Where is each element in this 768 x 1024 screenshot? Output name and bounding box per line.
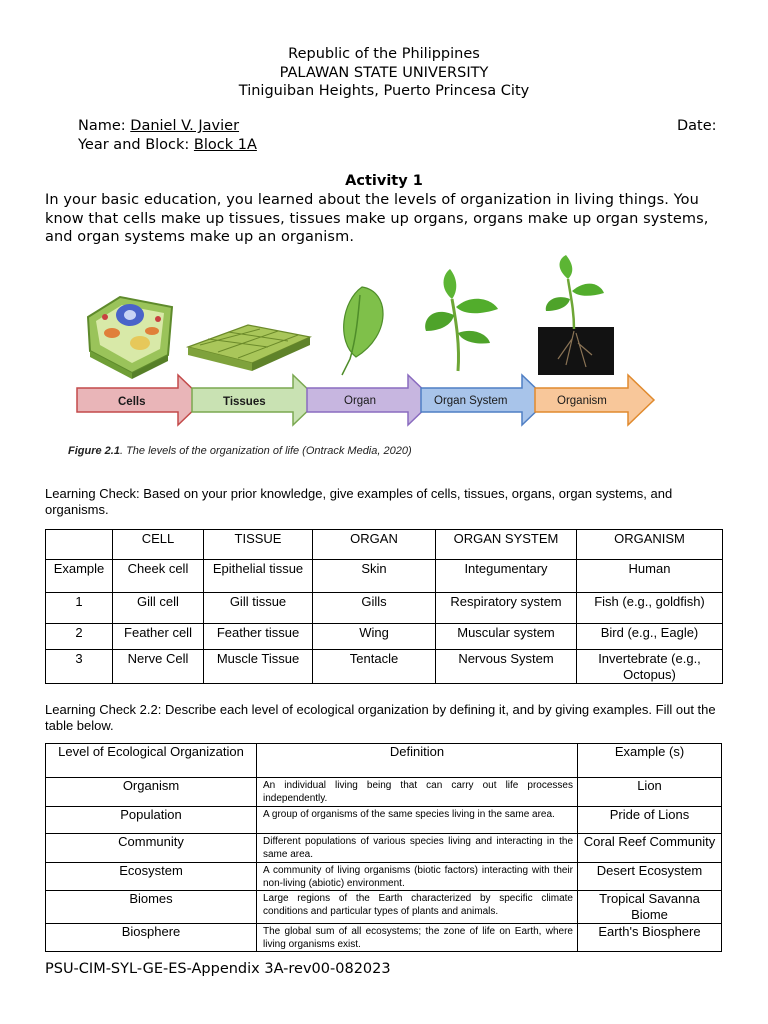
table-cell: 3 [46, 650, 113, 684]
arrow-cells-label: Cells [118, 396, 146, 408]
definition-cell: Large regions of the Earth characterized by specific climate conditions and particular types of plants and animals. [257, 891, 578, 924]
arrow-organism [535, 375, 654, 425]
header-cell [46, 530, 113, 560]
table-cell: Lion [578, 778, 722, 807]
year-label: Year and Block: [78, 137, 190, 153]
table-header-row [46, 744, 722, 778]
document-code-footer: PSU-CIM-SYL-GE-ES-Appendix 3A-rev00-082023 [45, 961, 391, 977]
header-cell: ORGAN SYSTEM [436, 530, 577, 560]
table-cell: Muscular system [436, 624, 577, 650]
levels-table [45, 529, 723, 684]
table-cell: Nervous System [436, 650, 577, 684]
cell-illustration [88, 297, 172, 379]
table-cell: Epithelial tissue [204, 560, 313, 593]
arrow-tissues-label: Tissues [223, 396, 266, 408]
table-row [46, 624, 723, 650]
levels-figure [60, 255, 670, 465]
name-label: Name: [78, 118, 126, 134]
header-cell: Level of Ecological Organization [46, 744, 257, 778]
activity-title: Activity 1 [345, 173, 423, 189]
table-cell: Organism [46, 778, 257, 807]
university-heading: PALAWAN STATE UNIVERSITY [279, 65, 489, 81]
table-cell: Nerve Cell [113, 650, 204, 684]
figure-caption-text: . The levels of the organization of life (Ontrack Media, 2020) [119, 445, 412, 457]
table-cell: Gill cell [113, 593, 204, 624]
table-row [46, 593, 723, 624]
table-cell: Coral Reef Community [578, 834, 722, 863]
arrow-organ-system-label: Organ System [434, 395, 508, 407]
leaf-illustration [342, 287, 383, 375]
table-cell: Tentacle [313, 650, 436, 684]
table-cell: Human [577, 560, 723, 593]
learning-check-prompt: Learning Check: Based on your prior knowledge, give examples of cells, tissues, organs, organ systems, and organisms. [45, 486, 673, 517]
arrow-cells [77, 375, 204, 425]
table-cell: Cheek cell [113, 560, 204, 593]
ecology-table [45, 743, 722, 952]
arrow-organ [307, 375, 434, 425]
table-cell: Wing [313, 624, 436, 650]
activity-intro: In your basic education, you learned about the levels of organization in living things. You know that cells make up tissues, tissues make up organs, organs make up organ systems, and organ systems make up an organism. [45, 192, 709, 245]
table-row [46, 807, 722, 834]
name-value: Daniel V. Javier [130, 118, 240, 134]
arrow-organism-label: Organism [557, 395, 607, 407]
tissue-illustration [188, 325, 310, 371]
table-row [46, 560, 723, 593]
table-cell: Fish (e.g., goldfish) [577, 593, 723, 624]
header-cell: CELL [113, 530, 204, 560]
name-row [78, 118, 239, 134]
learning-check-2-prompt: Learning Check 2.2: Describe each level of ecological organization by defining it, and by giving examples. Fill out the table below. [45, 702, 716, 733]
figure-caption [68, 445, 412, 457]
seedling-illustration [425, 269, 498, 371]
table-cell: Bird (e.g., Eagle) [577, 624, 723, 650]
date-label: Date: [677, 118, 717, 134]
year-value: Block 1A [193, 137, 257, 153]
table-cell: 2 [46, 624, 113, 650]
table-row [46, 891, 722, 924]
address-heading: Tiniguiban Heights, Puerto Princesa City [238, 83, 530, 99]
definition-cell: The global sum of all ecosystems; the zone of life on Earth, where living organisms exist. [257, 924, 578, 952]
table-cell: Muscle Tissue [204, 650, 313, 684]
table-cell: 1 [46, 593, 113, 624]
table-cell: Community [46, 834, 257, 863]
table-cell: Ecosystem [46, 863, 257, 891]
definition-cell: A community of living organisms (biotic factors) interacting with their non-living (abiotic) environment. [257, 863, 578, 891]
table-header-row [46, 530, 723, 560]
header-cell: Definition [257, 744, 578, 778]
table-cell: Skin [313, 560, 436, 593]
year-row [78, 137, 257, 153]
header-cell: Example (s) [578, 744, 722, 778]
arrow-organ-label: Organ [344, 395, 376, 407]
arrow-tissues [192, 375, 319, 425]
table-row [46, 834, 722, 863]
definition-cell: A group of organisms of the same species living in the same area. [257, 807, 578, 834]
header-cell: TISSUE [204, 530, 313, 560]
plant-illustration [538, 255, 614, 375]
table-row [46, 778, 722, 807]
table-cell: Pride of Lions [578, 807, 722, 834]
table-cell: Earth's Biosphere [578, 924, 722, 952]
table-cell: Integumentary [436, 560, 577, 593]
table-cell: Gills [313, 593, 436, 624]
republic-heading: Republic of the Philippines [288, 46, 480, 62]
definition-cell: An individual living being that can carry out life processes independently. [257, 778, 578, 807]
table-cell: Tropical Savanna Biome [578, 891, 722, 924]
table-cell: Gill tissue [204, 593, 313, 624]
header-cell: ORGAN [313, 530, 436, 560]
table-cell: Feather cell [113, 624, 204, 650]
arrow-organ-system [421, 375, 548, 425]
table-row [46, 863, 722, 891]
definition-cell: Different populations of various species living and interacting in the same area. [257, 834, 578, 863]
figure-caption-label: Figure 2.1 [68, 445, 120, 457]
table-cell: Desert Ecosystem [578, 863, 722, 891]
table-cell: Invertebrate (e.g., Octopus) [577, 650, 723, 684]
table-cell: Respiratory system [436, 593, 577, 624]
table-cell: Example [46, 560, 113, 593]
table-cell: Biomes [46, 891, 257, 924]
table-row [46, 924, 722, 952]
table-cell: Population [46, 807, 257, 834]
table-cell: Biosphere [46, 924, 257, 952]
table-row [46, 650, 723, 684]
header-cell: ORGANISM [577, 530, 723, 560]
table-cell: Feather tissue [204, 624, 313, 650]
